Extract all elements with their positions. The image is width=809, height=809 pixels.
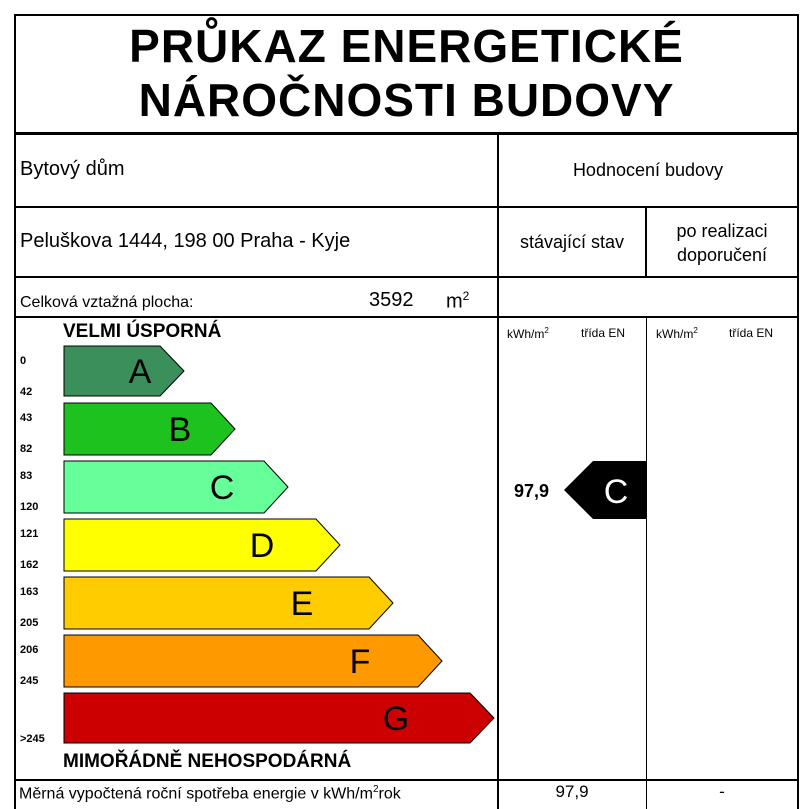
area-label: Celková vztažná plocha: [20,294,194,311]
current-value: 97,9 [514,481,550,501]
band-letter-b: B [168,411,192,449]
band-range-from-d: 121 [20,528,39,540]
evaluation-header: Hodnocení budovy [572,160,724,180]
footer-label-suffix: rok [378,785,401,803]
band-letter-e: E [290,585,314,623]
band-range-to-c: 120 [20,501,39,513]
after-class-header: třída EN [729,326,774,340]
band-range-to-d: 162 [20,559,39,571]
title-line-1: PRŮKAZ ENERGETICKÉ [129,20,684,72]
building-address: Peluškova 1444, 198 00 Praha - Kyje [20,230,351,252]
scale-top-label: VELMI ÚSPORNÁ [63,321,222,342]
band-arrow-d [64,519,340,571]
band-range-from-f: 206 [20,644,39,656]
band-letter-a: A [128,353,152,391]
after-label-line-1: po realizaci [676,221,768,241]
area-unit-base: m [446,290,463,313]
band-arrow-e [64,577,393,629]
current-unit-base: kWh/m [507,327,545,341]
after-unit-base: kWh/m [656,327,694,341]
area-value: 3592 [369,289,414,311]
band-range-from-a: 0 [20,355,27,367]
band-letter-c: C [209,469,235,507]
current-state-label: stávající stav [519,232,625,252]
band-range-to-b: 82 [20,443,33,455]
title-line-2: NÁROČNOSTI BUDOVY [138,74,675,126]
band-range-to-a: 42 [20,386,33,398]
band-arrow-c [64,461,288,513]
band-letter-f: F [349,643,371,681]
band-arrow-g [64,693,494,743]
band-letter-d: D [249,527,275,565]
current-unit-sup: 2 [544,326,549,335]
band-range-to-e: 205 [20,617,39,629]
footer-label-text: Měrná vypočtená roční spotřeba energie v kWh/m [19,785,373,803]
footer-label [19,784,401,803]
band-range-from-b: 43 [20,412,33,424]
band-letter-g: G [382,700,410,738]
building-type: Bytový dům [20,158,125,180]
area-unit-sup: 2 [462,289,470,303]
current-class-header: třída EN [581,326,626,340]
band-range-from-c: 83 [20,470,33,482]
band-range-to-g: >245 [20,733,45,745]
after-label-line-2: doporučení [676,245,768,265]
footer-current-value: 97,9 [555,782,589,801]
band-arrow-f [64,635,442,687]
current-class-letter: C [603,473,629,511]
after-unit-sup: 2 [693,326,698,335]
current-class-marker [564,461,648,519]
scale-bottom-label: MIMOŘÁDNĚ NEHOSPODÁRNÁ [63,751,352,772]
band-arrow-a [64,346,184,396]
band-range-to-f: 245 [20,675,39,687]
band-range-from-e: 163 [20,586,39,598]
band-arrow-b [64,403,235,455]
footer-label-sup: 2 [372,784,379,795]
footer-after-value: - [719,782,725,801]
